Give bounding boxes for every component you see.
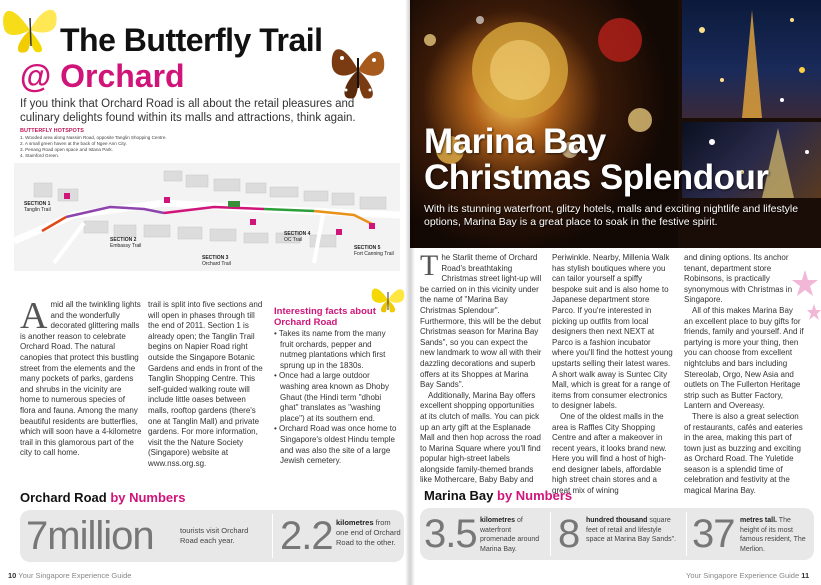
hotspot-item: 4. Stamford Green.	[20, 153, 60, 158]
numbers-divider	[272, 514, 273, 558]
numbers-divider	[686, 512, 687, 556]
right-col3-p2: All of this makes Marina Bay an excellent place to buy gifts for friends, family and yourself. And if partying is more your thing, then you can choose from excellent nightclubs and bars including Stereolab, Orgo, New Asia and outlets on The Fullerton Heritage strip such as Butter Factory, Lantern and Overeasy.	[684, 305, 804, 411]
page-gutter	[405, 0, 415, 585]
yellow-butterfly-icon	[0, 0, 62, 60]
number-desc-kilometres: kilometres from one end of Orchard Road to the other.	[336, 518, 401, 547]
big-number-7million: 7million	[26, 514, 154, 558]
night-tower-photo	[682, 0, 821, 118]
number-desc-merlion: metres tall. The height of its most famous resident, The Merlion.	[740, 517, 806, 553]
butterfly-hotspots	[20, 128, 170, 159]
left-body-col1	[20, 295, 142, 459]
right-body-col3	[684, 253, 804, 497]
right-col3-p1: and dining options. Its anchor tenant, department store Robinsons, is practically synonymous with Christmas in Singapore.	[684, 253, 793, 305]
fact-item: • Takes its name from the many fruit orchards, pepper and nutmeg plantations which first sprung up in the 1830s.	[274, 329, 399, 371]
butterfly-trail-title: The Butterfly Trail	[60, 22, 323, 58]
number-desc-promenade: kilometres of waterfront promenade around Marina Bay.	[480, 517, 540, 553]
number-desc-retail-space: hundred thousand square feet of retail and lifestyle space at Marina Bay Sands".	[586, 517, 677, 543]
map-label-section2: SECTION 2 Embassy Trail	[110, 237, 142, 249]
map-label-section5: SECTION 5 Fort Canning Trail	[354, 245, 394, 257]
right-body-col1	[420, 249, 542, 486]
hotspot-item: 3. Penang Road open space and Istana Park.	[20, 147, 113, 152]
big-number-8: 8	[558, 512, 580, 556]
numbers-divider	[550, 512, 551, 556]
map-label-section4: SECTION 4 OC Trail	[284, 231, 311, 243]
page-number-right: 11	[801, 571, 810, 580]
number-desc-tourists: tourists visit Orchard Road each year.	[180, 526, 249, 545]
numbers-heading-accent: by Numbers	[497, 488, 573, 503]
big-number-37: 37	[692, 512, 735, 556]
drop-cap: A	[20, 295, 48, 337]
numbers-heading-accent: by Numbers	[110, 490, 186, 505]
map-label-section3: SECTION 3 Orchard Trail	[202, 255, 231, 267]
col1-text: mid all the twinkling lights and the wonderfully decorated glittering malls is another reason to celebrate Orchard Road. The natural canopies that protect this bustling street from the elements and the many pockets of parks, gardens and shrubs in the vicinity are home to numerous species of flora and fauna. Among the many beautiful residents are butterflies, which will soon have a 4-kilometre trail in this glamorous part of the city to call home.	[20, 300, 142, 458]
orchard-title: @ Orchard	[20, 58, 185, 94]
facts-title: Interesting facts about Orchard Road	[274, 306, 376, 328]
footer-text-right: Your Singapore Experience Guide	[686, 571, 800, 580]
left-body-col2: trail is split into five sections and will open in phases through till the end of 2011. Section 1 is already open; the Tanglin Trail begins on Napier Road right outside the Singapore Botanic Gardens and ends in front of the Tanglin Shopping Centre. This self-guided walking route will include little oases between malls, rooftop gardens (there's one at Tanglin Mall) and private gardens. For more information, visit the the Nature Society (Singapore) website at www.nss.org.sg.	[148, 300, 263, 468]
hotspots-title: BUTTERFLY HOTSPOTS	[20, 128, 84, 134]
left-page	[0, 0, 410, 585]
right-col3-p3: There is also a great selection of restaurants, cafés and eateries in the area, making this part of town just as buzzing and exciting as Orchard Road. The Yuletide season is a splendid time of celebration and festivity at the magical Marina Bay.	[684, 411, 803, 496]
right-footer	[686, 571, 809, 580]
page-number-left: 10	[8, 571, 17, 580]
right-col2-p2: One of the oldest malls in the area is Raffles City Shopping Centre and after a makeover in recent years, it looks brand new. Here you will find a host of high-end designer labels, affordable high street chain stores and a great mix of wining	[552, 411, 667, 496]
left-footer	[8, 571, 131, 580]
facts-list	[274, 329, 399, 467]
big-number-3-5: 3.5	[424, 512, 477, 556]
pink-stars-decoration	[790, 270, 821, 330]
butterfly-trail-map	[14, 163, 400, 271]
hotspot-item: 2. A small green haven at the back of Ngee Ann City.	[20, 141, 127, 146]
numbers-heading-text: Orchard Road	[20, 490, 107, 505]
right-col2-p1: Periwinkle. Nearby, Millenia Walk has stylish boutiques where you can tailor yourself a spiffy bespoke suit and is also home to Japanese department store Parco. If you're interested in picking up outfits from local designers then next NEXT at Parco is a fashion incubator where you'll find the hottest young upstarts selling their latest wares. A short walk away is Suntec City Mall, which is great for a range of items from consumer electronics to designer labels.	[552, 253, 673, 411]
numbers-heading-text: Marina Bay	[424, 488, 494, 503]
marina-numbers-heading	[424, 488, 572, 503]
fact-item: • Once had a large outdoor washing area known as Dhoby Ghaut (the Hindi term "dhobi ghat" translates as "washing place") at its southern end.	[274, 371, 399, 424]
map-label-section1: SECTION 1 Tanglin Trail	[24, 201, 51, 213]
right-col1-p1: The Starlit theme of Orchard Road's breathtaking Christmas street light-up will be carried on in this vicinity under the name of "Marina Bay Christmas Splendour". Furthermore, this will be the debut Christmas season for Marina Bay Sands", so you can expect the new landmark to wow all with their dazzling decorations and superb offers at its Shoppes at Marina Bay Sands".	[420, 249, 542, 390]
big-number-2-2: 2.2	[280, 514, 333, 558]
orchard-numbers-heading	[20, 490, 185, 505]
christmas-photo-collage	[410, 0, 821, 248]
marina-bay-subtitle: With its stunning waterfront, glitzy hotels, malls and exciting nightlife and lifestyle options, Marina Bay is a great place to soak in the festive spirit.	[424, 203, 799, 228]
right-col1-p2: Additionally, Marina Bay offers excellent shopping opportunities at its clutch of malls. You can pick up an arty gift at the Esplanade Mall and then hop across the road to Marina Square where you'll find popular high-street labels alongside family-themed brands like Mothercare, Baby Baby and	[420, 390, 541, 485]
right-body-col2	[552, 253, 674, 497]
footer-text-left: Your Singapore Experience Guide	[18, 571, 132, 580]
marina-bay-title: Marina Bay Christmas Splendour	[424, 122, 769, 197]
intro-paragraph: If you think that Orchard Road is all about the retail pleasures and culinary delights found within its malls and attractions, think again.	[20, 98, 356, 124]
hotspot-item: 1. Wooded area along Nassim Road, opposite Tanglin Shopping Centre.	[20, 135, 167, 140]
fact-item: • Orchard Road was once home to Singapore's oldest Hindu temple and was also the site of a large Jewish cemetery.	[274, 424, 399, 466]
right-page	[410, 0, 821, 585]
